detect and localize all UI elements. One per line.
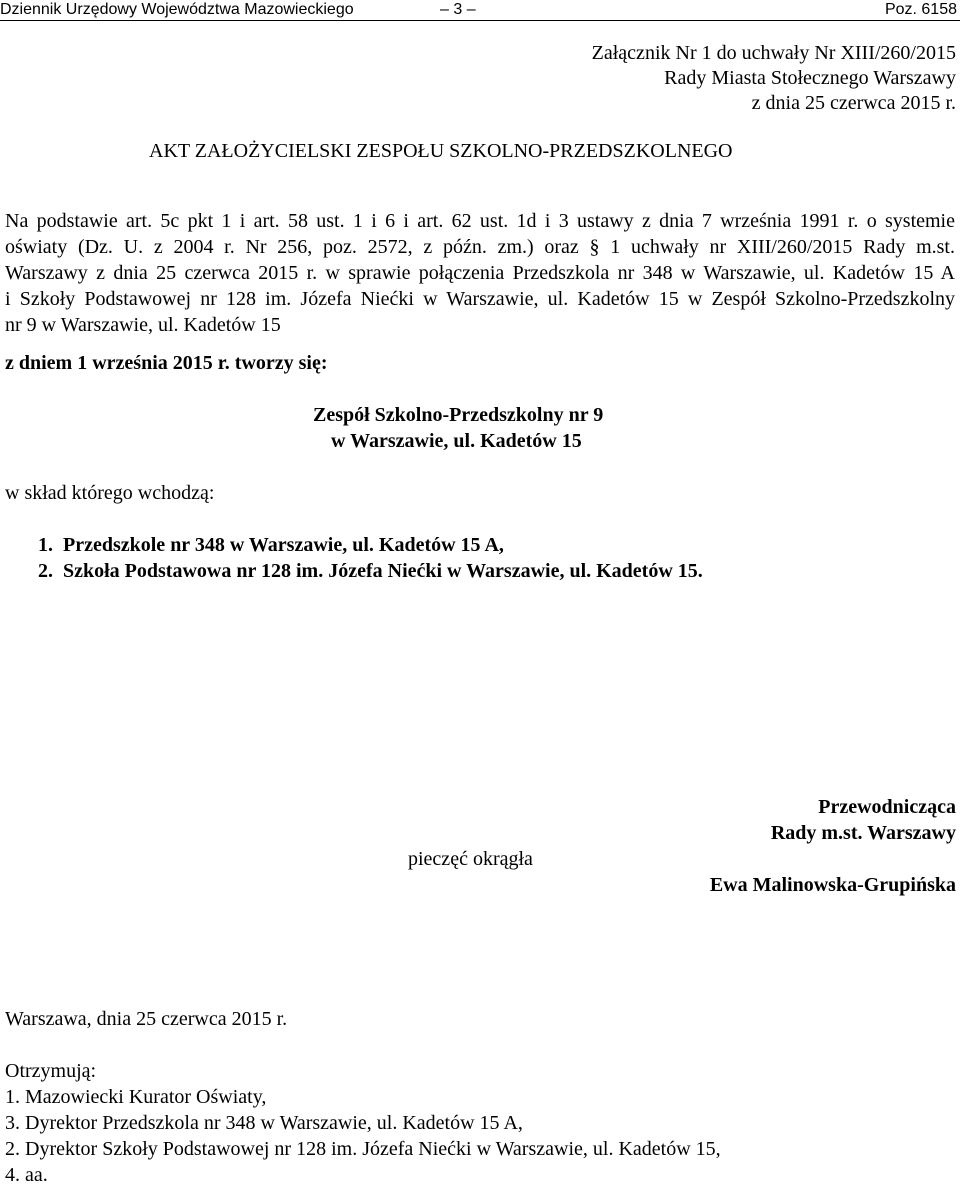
position-number: Poz. 6158 (884, 1, 957, 18)
member-item: 2. Szkoła Podstawowa nr 128 im. Józefa Niećki w Warszawie, ul. Kadetów 15. (38, 560, 703, 582)
legal-basis-line: oświaty (Dz. U. z 2004 r. Nr 256, poz. 2572, z późn. zm.) oraz § 1 uchwały nr XIII/260/2015 Rady m.st. (5, 236, 955, 258)
signature-name: Ewa Malinowska-Grupińska (709, 874, 956, 896)
signature-body: Rady m.st. Warszawy (770, 822, 956, 844)
legal-basis-line: nr 9 w Warszawie, ul. Kadetów 15 (5, 314, 281, 336)
recipients-label: Otrzymują: (5, 1060, 97, 1082)
document-title: AKT ZAŁOŻYCIELSKI ZESPOŁU SZKOLNO-PRZEDSZKOLNEGO (149, 140, 733, 162)
legal-basis-line: Na podstawie art. 5c pkt 1 i art. 58 ust. 1 i 6 i art. 62 ust. 1d i 3 ustawy z dnia 7 września 1991 r. o systemie (5, 210, 955, 232)
recipient-item: 4. aa. (5, 1164, 48, 1186)
complex-name-line-1: Zespół Szkolno-Przedszkolny nr 9 (313, 404, 604, 426)
place-date: Warszawa, dnia 25 czerwca 2015 r. (5, 1008, 288, 1030)
journal-title: Dziennik Urzędowy Województwa Mazowieckiego (0, 1, 354, 18)
signature-role: Przewodnicząca (818, 796, 956, 818)
recipient-item: 1. Mazowiecki Kurator Oświaty, (5, 1086, 267, 1108)
recipient-item: 3. Dyrektor Przedszkola nr 348 w Warszawie, ul. Kadetów 15 A, (5, 1112, 523, 1134)
legal-basis-paragraph (5, 208, 955, 338)
annex-line-1: Załącznik Nr 1 do uchwały Nr XIII/260/2015 (591, 42, 956, 64)
creation-clause: z dniem 1 września 2015 r. tworzy się: (5, 352, 328, 374)
legal-basis-line: i Szkoły Podstawowej nr 128 im. Józefa Niećki w Warszawie, ul. Kadetów 15 w Zespół Szkolno-Przedszkolny (5, 288, 955, 310)
annex-line-3: z dnia 25 czerwca 2015 r. (751, 92, 956, 114)
page-number: – 3 – (440, 1, 476, 18)
legal-basis-line: Warszawy z dnia 25 czerwca 2015 r. w sprawie połączenia Przedszkola nr 348 w Warszawie, ul. Kadetów 15 A (5, 262, 955, 284)
composition-label: w skład którego wchodzą: (5, 482, 215, 504)
member-item: 1. Przedszkole nr 348 w Warszawie, ul. Kadetów 15 A, (38, 534, 504, 556)
stamp-note: pieczęć okrągła (408, 848, 533, 870)
header-rule (0, 20, 960, 21)
annex-line-2: Rady Miasta Stołecznego Warszawy (664, 67, 956, 89)
complex-name-line-2: w Warszawie, ul. Kadetów 15 (331, 430, 582, 452)
recipient-item: 2. Dyrektor Szkoły Podstawowej nr 128 im. Józefa Niećki w Warszawie, ul. Kadetów 15, (5, 1138, 721, 1160)
